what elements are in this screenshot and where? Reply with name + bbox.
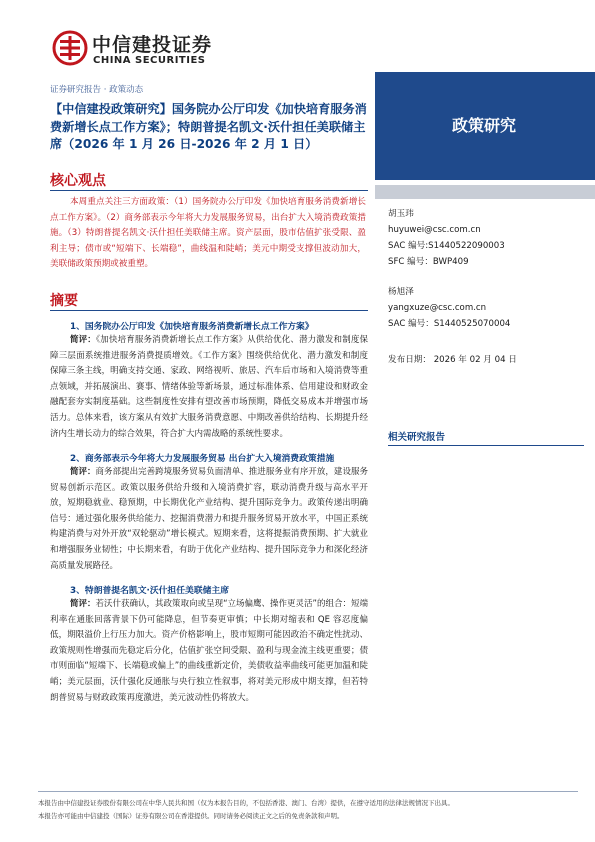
summary-heading-2: 2、商务部表示今年将大力发展服务贸易 出台扩大入境消费政策措施 [70, 454, 335, 464]
category-label: 政策研究 [452, 116, 517, 135]
analyst-1 [388, 206, 505, 270]
category-banner [375, 72, 595, 180]
analyst-sfc: SFC 编号：BWP409 [388, 257, 469, 267]
summary-paragraph-2 [50, 465, 368, 574]
brand-name-cn: 中信建投证券 [92, 34, 213, 56]
summary-text-2: 商务部提出完善跨境服务贸易负面清单、推进服务业有序开放，建设服务贸易创新示范区。政策以服务供给升级和入境消费扩容，联动消费升级与高水平开放，短期稳就业、稳预期，中长期优化产业结构、提升国际竞争力。政策传递出明确信号：通过强化服务供给能力、挖掘消费潜力和提升服务贸易开放水平，中国正系统构建消费与对外开放“双轮驱动”增长模式。短期来看，这将提振消费预期、扩大就业和增强服务业韧性；中长期来看，有助于优化产业结构、提升国际竞争力和深化经济高质量发展路径。 [50, 467, 368, 571]
summary-paragraph-3 [50, 597, 368, 706]
footer-rule [38, 791, 578, 792]
footer-line-1: 本报告由中信建投证券股份有限公司在中华人民共和国（仅为本报告目的，不包括香港、澳门、台湾）提供，在遵守适用的法律法规情况下出具。 [38, 799, 454, 807]
summary-lead-2: 简评： [70, 467, 96, 477]
analyst-name: 胡玉玮 [388, 209, 414, 219]
summary-text-1: 《加快培育服务消费新增长点工作方案》从供给优化、潜力激发和制度保障三层面系统推进服务消费提质增效。《工作方案》围绕供给优化、潜力激发和制度保障三条主线，明确支持交通、家政、网络视听、旅居、汽车后市场和入境消费等重点领域，并拓展演出、赛事、情绪体验等新场景，通过标准体系、信用建设和财政金融配套夯实制度基础。这些制度性安排有望改善市场预期，降低交易成本并增强市场活力。总体来看，该方案从有效扩大服务消费意愿、中期改善供给结构、长期提升经济内生增长动力的综合效果，符合扩大内需战略的系统性要求。 [50, 335, 368, 439]
summary-lead-3: 简评： [70, 599, 96, 609]
csc-logo-icon [52, 30, 88, 66]
publish-date: 发布日期： 2026 年 02 月 04 日 [388, 355, 517, 365]
footer-disclaimer [38, 797, 586, 823]
footer-line-2: 本报告亦可能由中信建投（国际）证券有限公司在香港提供。同时请务必阅读正文之后的免责条款和声明。 [38, 812, 344, 820]
brand-name-en: CHINA SECURITIES [93, 55, 206, 66]
sidebar-divider-bar [375, 185, 595, 199]
summary-lead-1: 简评： [70, 335, 96, 345]
analyst-email[interactable]: huyuwei@csc.com.cn [388, 225, 481, 235]
core-view-text: 本周重点关注三方面政策：（1）国务院办公厅印发《加快培育服务消费新增长点工作方案》。（2）商务部表示今年将大力发展服务贸易，出台扩大入境消费政策措施。（3）特朗普提名凯文·沃什担任美联储主席。资产层面，股市估值扩张受限、盈利主导；债市或“短端下、长端稳”，曲线温和陡峭；美元中期受支撑但波动加大，美联储政策预期或被重塑。 [50, 197, 366, 269]
summary-paragraph-1 [50, 333, 368, 442]
summary-rule [50, 310, 368, 311]
report-headline: 【中信建投政策研究】国务院办公厅印发《加快培育服务消费新增长点工作方案》；特朗普提名凯文·沃什担任美联储主席（2026 年 1 月 26 日-2026 年 2 月 1 日） [50, 102, 367, 151]
summary-heading-1: 1、国务院办公厅印发《加快培育服务消费新增长点工作方案》 [70, 322, 314, 332]
summary-heading-3: 3、特朗普提名凯文·沃什担任美联储主席 [70, 586, 230, 596]
related-research-rule [388, 445, 584, 446]
related-research-title: 相关研究报告 [388, 432, 446, 443]
company-logo [44, 28, 224, 72]
summary-text-3: 若沃什获确认，其政策取向或呈现“立场偏鹰、操作更灵活”的组合：短端利率在通胀回落背景下仍可能降息，但节奏更审慎；中长期对缩表和 QE 容忍度偏低，期限溢价上行压力加大。资产价格影响上，股市短期可能因政治不确定性扰动、政策规则性增强而先稳定后分化，估值扩张空间受限、盈利与现金流主线更重要；债市则面临“短端下、长端稳或偏上”的曲线重新定价，美债收益率曲线可能更加温和陡峭；美元层面，沃什强化反通胀与央行独立性叙事，将对美元形成中期支撑，但若特朗普贸易与财政政策再度激进，美元波动性仍将放大。 [50, 599, 368, 703]
summary-title: 摘要 [50, 293, 78, 309]
analyst-email[interactable]: yangxuze@csc.com.cn [388, 303, 487, 313]
analyst-2 [388, 284, 510, 332]
core-view-rule [50, 190, 368, 191]
analyst-sac: SAC 编号：S1440525070004 [388, 319, 511, 329]
core-view-title: 核心观点 [50, 173, 106, 189]
analyst-name: 杨旭泽 [388, 287, 414, 297]
report-type: 证券研究报告 · 政策动态 [50, 85, 144, 95]
analyst-sac: SAC 编号:S1440522090003 [388, 241, 505, 251]
